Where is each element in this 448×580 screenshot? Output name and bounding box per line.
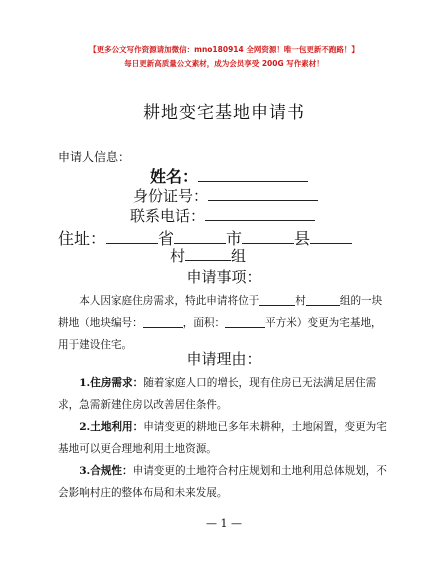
village-label: 村 — [170, 247, 186, 265]
group-label: 组 — [231, 247, 247, 265]
county-trailing-blank[interactable] — [310, 229, 352, 244]
address-label: 住址： — [58, 229, 107, 248]
section-request-heading: 申请事项： — [186, 268, 262, 286]
section-reason-heading: 申请理由： — [186, 350, 262, 368]
province-label: 省 — [158, 229, 175, 248]
phone-blank[interactable] — [205, 206, 315, 221]
reason-item — [58, 372, 392, 416]
request-village-label: 村 — [295, 295, 306, 307]
phone-label: 联系电话： — [130, 207, 206, 225]
phone-row — [130, 205, 315, 226]
reason-item — [58, 460, 392, 504]
reason-head: 3.合规性： — [79, 465, 133, 477]
reason-head: 1.住房需求： — [79, 377, 144, 389]
city-blank[interactable] — [174, 229, 226, 244]
id-blank[interactable] — [208, 186, 318, 201]
area-blank[interactable] — [225, 315, 265, 328]
village-blank[interactable] — [185, 246, 231, 261]
applicant-info-label: 申请人信息： — [58, 150, 131, 164]
address-row-2 — [170, 245, 246, 266]
reason-head: 2.土地利用： — [79, 421, 144, 433]
name-blank[interactable] — [198, 167, 308, 182]
ad-banner-line-1: 【更多公文写作资源请加微信：mno180914 全网资源！唯一包更新不跑路！】 — [89, 45, 359, 54]
id-label: 身份证号： — [133, 187, 209, 205]
request-text-1: 本人因家庭住房需求，特此申请将位于 — [79, 295, 260, 307]
id-row — [133, 185, 318, 206]
request-unit-text: 平方米）变更为宅基地，用于建设住宅。 — [58, 317, 382, 351]
request-group-blank[interactable] — [306, 293, 340, 306]
reason-item — [58, 416, 392, 460]
county-label: 县 — [294, 229, 311, 248]
reason-text: 随着家庭人口的增长，现有住房已无法满足居住需求，急需新建住房以改善居住条件。 — [58, 377, 377, 411]
plot-number-blank[interactable] — [143, 315, 183, 328]
ad-banner-line-2: 每日更新高质量公文素材，成为会员享受 200G 写作素材！ — [124, 59, 324, 68]
document-title: 耕地变宅基地申请书 — [143, 103, 305, 123]
request-paragraph — [58, 290, 392, 356]
province-blank[interactable] — [106, 229, 158, 244]
name-row — [150, 164, 308, 187]
name-label: 姓名： — [150, 167, 199, 186]
request-village-blank[interactable] — [259, 293, 295, 306]
city-label: 市 — [226, 229, 243, 248]
page-number: — 1 — — [206, 517, 242, 530]
request-area-label: ，面积： — [182, 317, 226, 329]
request-text-2: 的一块耕地（地块编号： — [58, 295, 383, 329]
county-blank[interactable] — [242, 229, 294, 244]
request-group-label: 组 — [339, 295, 351, 307]
reason-text: 申请变更的耕地已多年未耕种，土地闲置，变更为宅基地可以更合理地利用土地资源。 — [58, 421, 387, 455]
reason-text: 申请变更的土地符合村庄规划和土地利用总体规划，不会影响村庄的整体布局和未来发展。 — [58, 465, 387, 499]
